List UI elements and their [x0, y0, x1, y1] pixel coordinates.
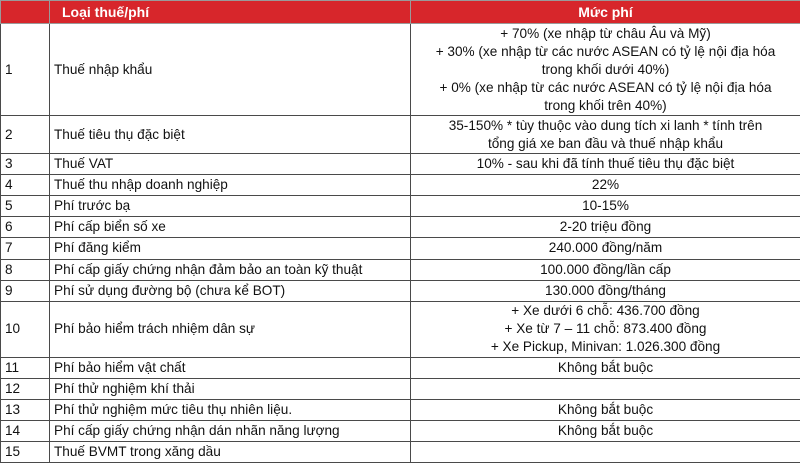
row-fee-amount — [411, 441, 800, 462]
row-index: 12 — [1, 378, 50, 399]
table-row — [1, 301, 800, 357]
row-index: 1 — [1, 24, 50, 116]
row-fee-amount — [411, 420, 800, 441]
row-fee-amount — [411, 280, 800, 301]
fee-line: + 0% (xe nhập từ các nước ASEAN có tỷ lệ nội địa hóa — [439, 79, 772, 95]
fee-line: Không bắt buộc — [557, 359, 654, 375]
table-row — [1, 217, 800, 238]
row-fee-amount — [411, 301, 800, 357]
row-fee-type: Thuế thu nhập doanh nghiệp — [50, 175, 411, 196]
row-fee-type: Thuế tiêu thụ đặc biệt — [50, 116, 411, 154]
row-fee-type: Phí thử nghiệm khí thải — [50, 378, 411, 399]
fee-line: Không bắt buộc — [557, 401, 654, 417]
row-fee-amount — [411, 399, 800, 420]
row-index: 5 — [1, 196, 50, 217]
fee-line: 35-150% * tùy thuộc vào dung tích xi lanh * tính trên — [448, 117, 763, 133]
row-fee-type: Phí đăng kiểm — [50, 238, 411, 259]
row-fee-amount — [411, 259, 800, 280]
row-fee-amount — [411, 238, 800, 259]
table-row — [1, 175, 800, 196]
table-row — [1, 259, 800, 280]
fee-line: 10% - sau khi đã tính thuế tiêu thụ đặc biệt — [476, 156, 735, 172]
row-fee-type: Phí cấp giấy chứng nhận đảm bảo an toàn kỹ thuật — [50, 259, 411, 280]
row-fee-type: Thuế BVMT trong xăng dầu — [50, 441, 411, 462]
fee-line: + 70% (xe nhập từ châu Âu và Mỹ) — [500, 25, 711, 41]
fee-line: + 30% (xe nhập từ các nước ASEAN có tỷ lệ nội địa hóa — [435, 43, 776, 59]
row-fee-amount — [411, 175, 800, 196]
table-header-row — [1, 1, 800, 24]
row-index: 8 — [1, 259, 50, 280]
row-fee-type: Phí thử nghiệm mức tiêu thụ nhiên liệu. — [50, 399, 411, 420]
table-body — [1, 24, 800, 463]
row-index: 10 — [1, 301, 50, 357]
row-fee-type: Phí bảo hiểm trách nhiệm dân sự — [50, 301, 411, 357]
row-index: 7 — [1, 238, 50, 259]
row-fee-type: Thuế nhập khẩu — [50, 24, 411, 116]
row-fee-type: Phí cấp biển số xe — [50, 217, 411, 238]
row-index: 15 — [1, 441, 50, 462]
row-index: 9 — [1, 280, 50, 301]
table-row — [1, 378, 800, 399]
row-fee-amount — [411, 154, 800, 175]
fee-line: trong khối trên 40%) — [544, 97, 667, 113]
row-fee-amount — [411, 378, 800, 399]
fee-line: 22% — [591, 177, 620, 193]
row-fee-amount — [411, 217, 800, 238]
header-fee-amount: Mức phí — [411, 1, 800, 24]
fee-line: + Xe dưới 6 chỗ: 436.700 đồng — [511, 303, 700, 319]
row-fee-amount — [411, 116, 800, 154]
fee-line: 10-15% — [582, 198, 629, 214]
table-row — [1, 24, 800, 116]
row-fee-type: Phí bảo hiểm vật chất — [50, 357, 411, 378]
row-index: 2 — [1, 116, 50, 154]
fee-line: 240.000 đồng/năm — [548, 240, 663, 256]
fee-line: trong khối dưới 40%) — [541, 61, 670, 77]
fee-line: 2-20 triệu đồng — [559, 219, 652, 235]
fee-line: + Xe Pickup, Minivan: 1.026.300 đồng — [490, 339, 721, 355]
header-fee-type: Loại thuế/phí — [50, 1, 411, 24]
table-row — [1, 196, 800, 217]
row-fee-amount — [411, 357, 800, 378]
fee-line: Không bắt buộc — [557, 422, 654, 438]
row-index: 13 — [1, 399, 50, 420]
table-row — [1, 399, 800, 420]
table-row — [1, 357, 800, 378]
row-index: 4 — [1, 175, 50, 196]
row-index: 6 — [1, 217, 50, 238]
table-row — [1, 116, 800, 154]
row-fee-type: Phí trước bạ — [50, 196, 411, 217]
fee-line: + Xe từ 7 – 11 chỗ: 873.400 đồng — [504, 321, 707, 337]
fee-line: 130.000 đồng/tháng — [545, 282, 666, 298]
row-fee-type: Thuế VAT — [50, 154, 411, 175]
table-row — [1, 238, 800, 259]
fee-line: 100.000 đồng/lần cấp — [540, 261, 671, 277]
row-fee-type: Phí cấp giấy chứng nhận dán nhãn năng lượng — [50, 420, 411, 441]
row-index: 11 — [1, 357, 50, 378]
row-fee-amount — [411, 24, 800, 116]
header-index — [1, 1, 50, 24]
table-row — [1, 280, 800, 301]
row-fee-type: Phí sử dụng đường bộ (chưa kể BOT) — [50, 280, 411, 301]
row-index: 3 — [1, 154, 50, 175]
row-index: 14 — [1, 420, 50, 441]
table-row — [1, 154, 800, 175]
row-fee-amount — [411, 196, 800, 217]
table-row — [1, 441, 800, 462]
fee-line: tổng giá xe ban đầu và thuế nhập khẩu — [487, 135, 724, 151]
table-row — [1, 420, 800, 441]
